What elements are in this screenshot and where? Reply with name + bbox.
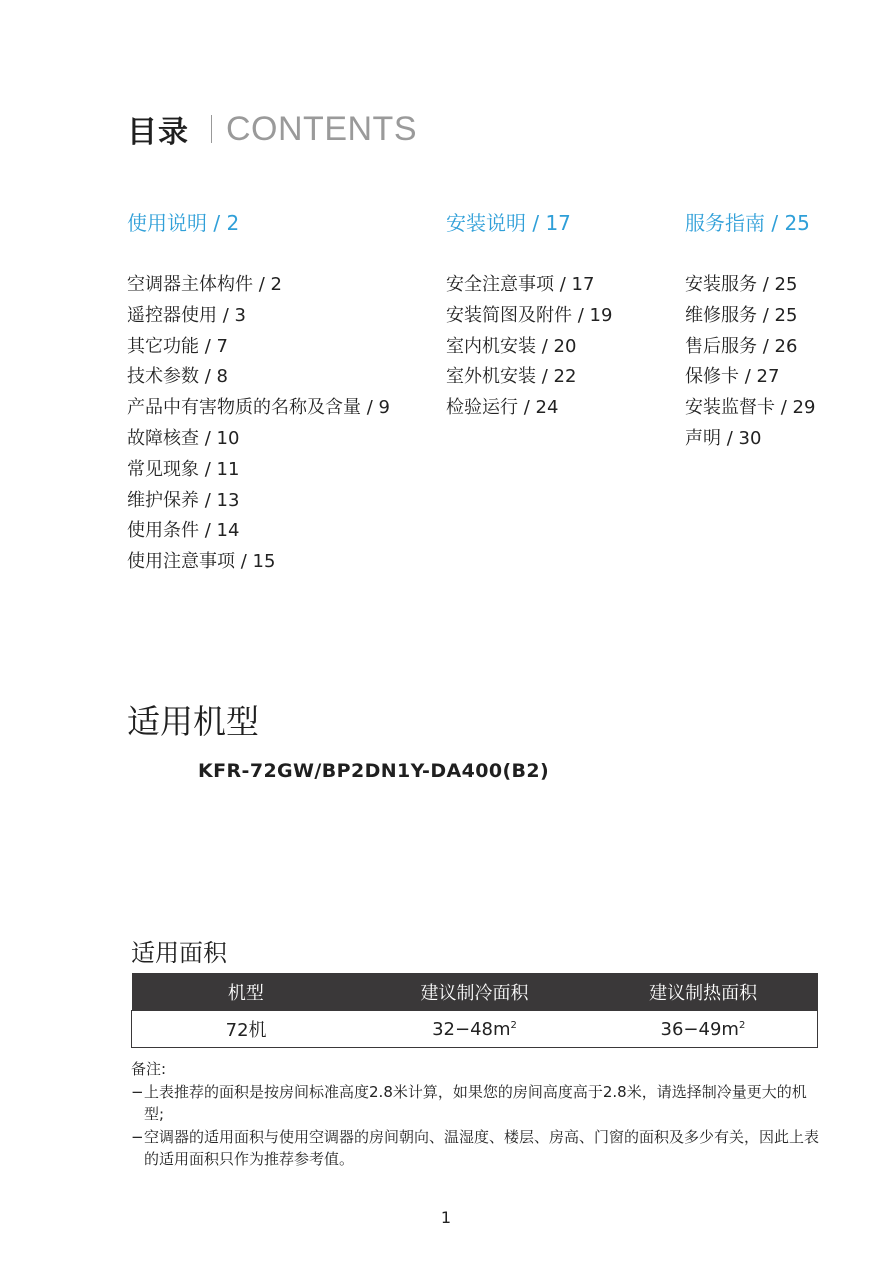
toc-item[interactable]: 检验运行 / 24 xyxy=(446,397,559,419)
toc-list-service xyxy=(685,270,815,455)
toc-item[interactable]: 使用条件 / 14 xyxy=(127,520,240,542)
column-header-cooling: 建议制冷面积 xyxy=(360,973,589,1011)
note-item xyxy=(131,1081,821,1126)
column-header-heating: 建议制热面积 xyxy=(589,973,818,1011)
toc-item[interactable]: 室内机安装 / 20 xyxy=(446,335,577,357)
toc-item[interactable]: 安装监督卡 / 29 xyxy=(685,397,816,419)
area-table xyxy=(131,973,818,1048)
applicable-area-heading: 适用面积 xyxy=(131,939,227,967)
toc-item[interactable]: 安装服务 / 25 xyxy=(685,274,798,295)
toc-item[interactable]: 保修卡 / 27 xyxy=(685,366,780,388)
toc-item[interactable]: 其它功能 / 7 xyxy=(127,335,228,357)
toc-item[interactable]: 维修服务 / 25 xyxy=(685,304,798,326)
cell-model: 72机 xyxy=(132,1011,361,1048)
unit-superscript: 2 xyxy=(510,1019,517,1031)
toc-item[interactable]: 售后服务 / 26 xyxy=(685,335,798,357)
toc-item[interactable]: 室外机安装 / 22 xyxy=(446,366,577,388)
toc-title-en: CONTENTS xyxy=(226,109,417,148)
note-text: 空调器的适用面积与使用空调器的房间朝向、温湿度、楼层、房高、门窗的面积及多少有关，因此上表的适用面积只作为推荐参考值。 xyxy=(144,1127,820,1168)
note-dash: − xyxy=(131,1127,144,1146)
note-text: 上表推荐的面积是按房间标准高度2.8米计算，如果您的房间高度高于2.8米，请选择制冷量更大的机型; xyxy=(144,1082,807,1123)
note-dash: − xyxy=(131,1082,144,1101)
cooling-area-value: 32−48m xyxy=(432,1018,511,1040)
toc-item[interactable]: 故障核查 / 10 xyxy=(127,427,240,449)
model-code: KFR-72GW/BP2DN1Y-DA400(B2) xyxy=(198,760,550,782)
toc-section-installation[interactable]: 安装说明 / 17 xyxy=(446,211,571,235)
unit-superscript: 2 xyxy=(738,1019,746,1031)
toc-title-cn: 目录 xyxy=(127,115,189,150)
toc-item[interactable]: 使用注意事项 / 15 xyxy=(127,551,276,573)
toc-item[interactable]: 遥控器使用 / 3 xyxy=(127,304,246,326)
heating-area-value: 36−49m xyxy=(660,1018,739,1040)
toc-item[interactable]: 安装简图及附件 / 19 xyxy=(446,304,613,326)
toc-item[interactable]: 维护保养 / 13 xyxy=(127,489,240,511)
toc-section-usage[interactable]: 使用说明 / 2 xyxy=(127,211,240,235)
cell-cooling-area xyxy=(360,1011,589,1048)
toc-item[interactable]: 空调器主体构件 / 2 xyxy=(127,274,282,295)
cell-heating-area xyxy=(589,1011,818,1048)
table-row xyxy=(132,1011,818,1048)
page-number: 1 xyxy=(440,1208,452,1227)
notes xyxy=(131,1058,821,1171)
toc-list-installation xyxy=(446,270,612,424)
table-header-row xyxy=(132,973,818,1011)
toc-item[interactable]: 技术参数 / 8 xyxy=(127,366,228,388)
toc-list-usage xyxy=(127,270,390,578)
title-divider xyxy=(211,115,212,143)
applicable-model-heading: 适用机型 xyxy=(127,702,259,741)
toc-section-service[interactable]: 服务指南 / 25 xyxy=(685,211,810,235)
toc-item[interactable]: 常见现象 / 11 xyxy=(127,458,240,480)
toc-title xyxy=(127,104,417,154)
toc-item[interactable]: 安全注意事项 / 17 xyxy=(446,274,595,295)
notes-label: 备注: xyxy=(131,1060,167,1078)
column-header-model: 机型 xyxy=(132,973,361,1011)
toc-item[interactable]: 产品中有害物质的名称及含量 / 9 xyxy=(127,397,390,419)
note-item xyxy=(131,1126,821,1171)
toc-item[interactable]: 声明 / 30 xyxy=(685,427,762,449)
